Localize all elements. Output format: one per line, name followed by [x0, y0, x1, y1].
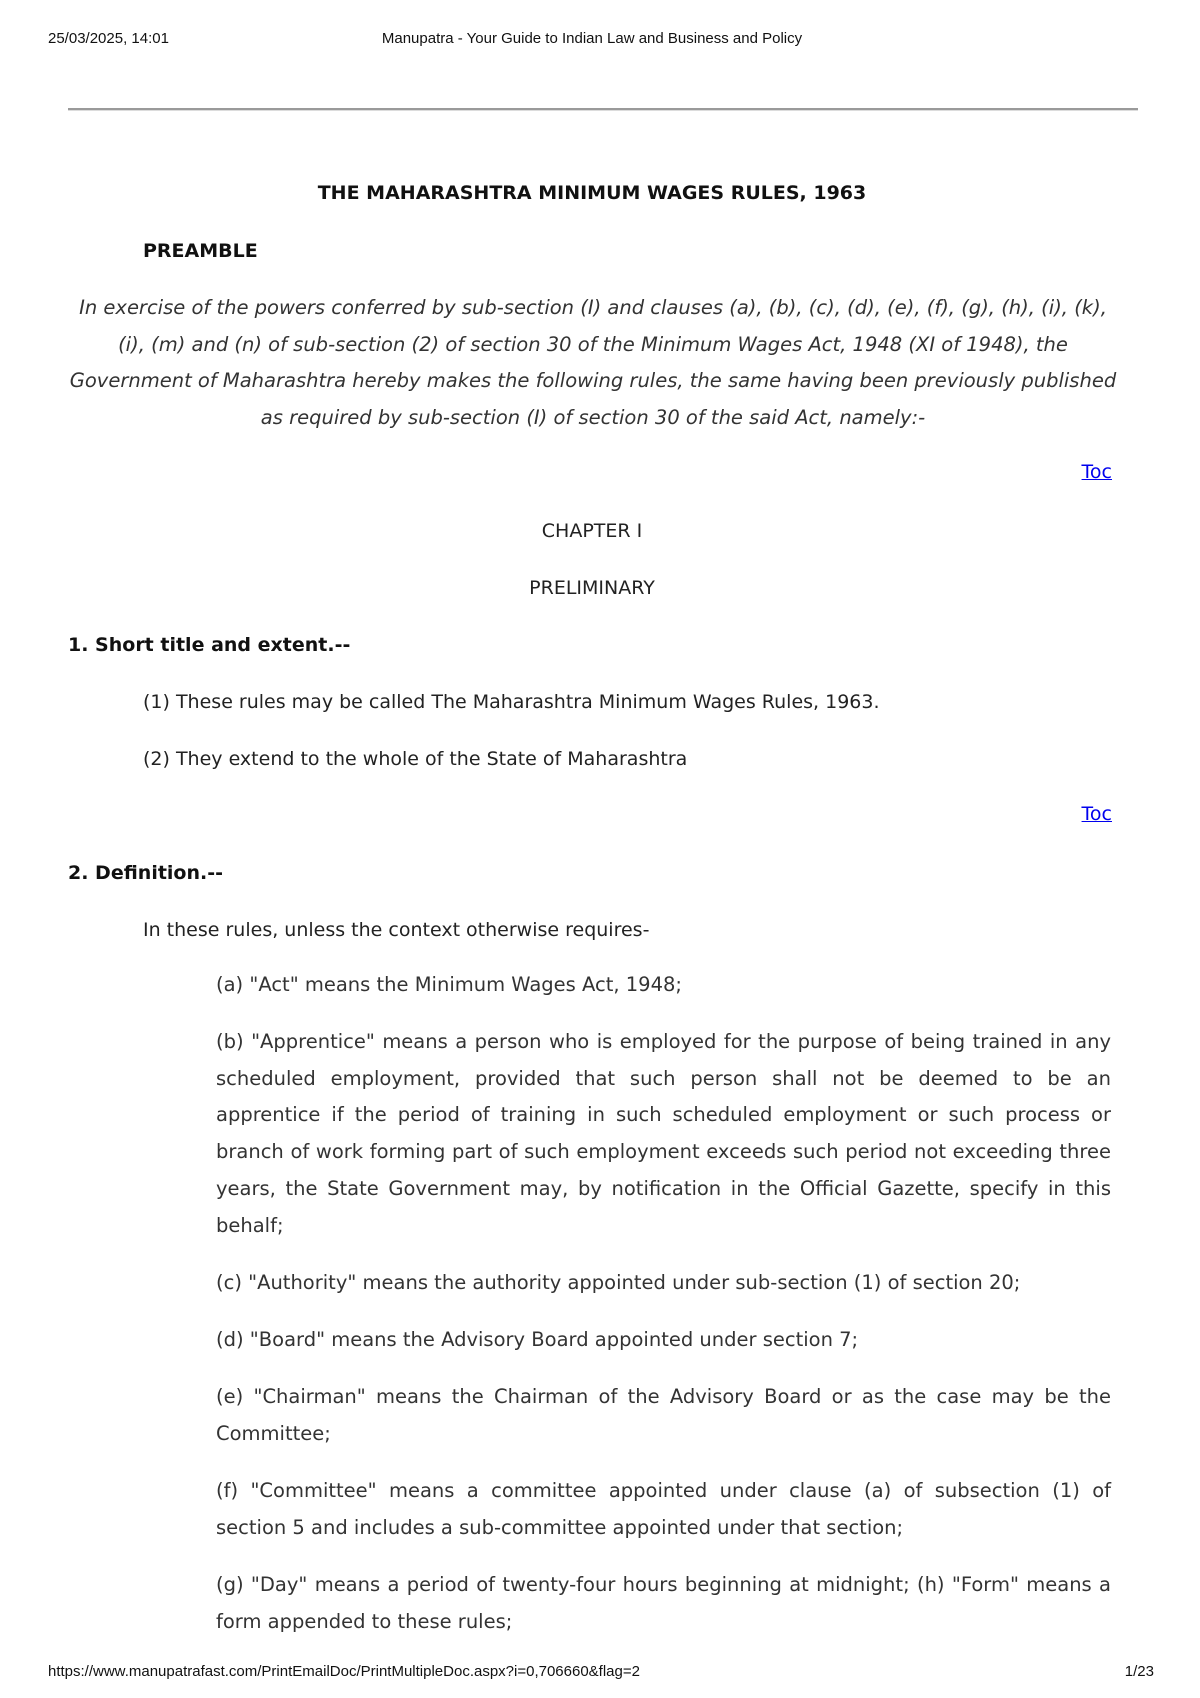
- clause-1: (1) These rules may be called The Maharashtra Minimum Wages Rules, 1963.: [143, 691, 880, 713]
- definitions-intro: In these rules, unless the context otherwise requires-: [143, 919, 650, 941]
- preamble-text: In exercise of the powers conferred by sub-section (I) and clauses (a), (b), (c), (d), (e), (f), (g), (h), (i), (k), (i), (m) and (n) of sub-section (2) of section 30 of the Minimum Wages Act, 1948 (XI of 1948), the Government of Maharashtra hereby makes the following rules, the same having been previously published as required by sub-section (I) of section 30 of the said Act, namely:-: [69, 296, 1117, 430]
- print-datetime: 25/03/2025, 14:01: [48, 30, 169, 47]
- page-number: 1/23: [1124, 1663, 1154, 1680]
- definition-item: (c) "Authority" means the authority appointed under sub-section (1) of section 20;: [216, 1271, 1021, 1294]
- print-site-title: Manupatra - Your Guide to Indian Law and Business and Policy: [381, 30, 803, 47]
- chapter-number: CHAPTER I: [541, 520, 643, 542]
- document-title: THE MAHARASHTRA MINIMUM WAGES RULES, 1963: [317, 182, 867, 204]
- definition-item: (g) "Day" means a period of twenty-four hours beginning at midnight; (h) "Form" means a form appended to these rules;: [216, 1573, 1111, 1633]
- section-heading: 1. Short title and extent.--: [68, 634, 351, 656]
- definition-item: (f) "Committee" means a committee appointed under clause (a) of subsection (1) of section 5 and includes a sub-committee appointed under that section;: [216, 1479, 1111, 1539]
- definition-item: (b) "Apprentice" means a person who is employed for the purpose of being trained in any scheduled employment, provided that such person shall not be deemed to be an apprentice if the period of training in such scheduled employment or such process or branch of work forming part of such employment exceeds such period not exceeding three years, the State Government may, by notification in the Official Gazette, specify in this behalf;: [216, 1030, 1111, 1237]
- definition-item: (d) "Board" means the Advisory Board appointed under section 7;: [216, 1328, 859, 1351]
- clause-2: (2) They extend to the whole of the State of Maharashtra: [143, 748, 688, 770]
- chapter-title: PRELIMINARY: [529, 577, 655, 599]
- definition-item: (a) "Act" means the Minimum Wages Act, 1948;: [216, 973, 682, 996]
- print-url: https://www.manupatrafast.com/PrintEmailDoc/PrintMultipleDoc.aspx?i=0,706660&flag=2: [48, 1663, 640, 1680]
- section-heading: 2. Definition.--: [68, 862, 223, 884]
- preamble-heading: PREAMBLE: [143, 240, 258, 262]
- definition-item: (e) "Chairman" means the Chairman of the Advisory Board or as the case may be the Committee;: [216, 1385, 1111, 1445]
- toc-link[interactable]: Toc: [1081, 803, 1112, 825]
- toc-link[interactable]: Toc: [1081, 461, 1112, 483]
- horizontal-rule: [68, 108, 1138, 111]
